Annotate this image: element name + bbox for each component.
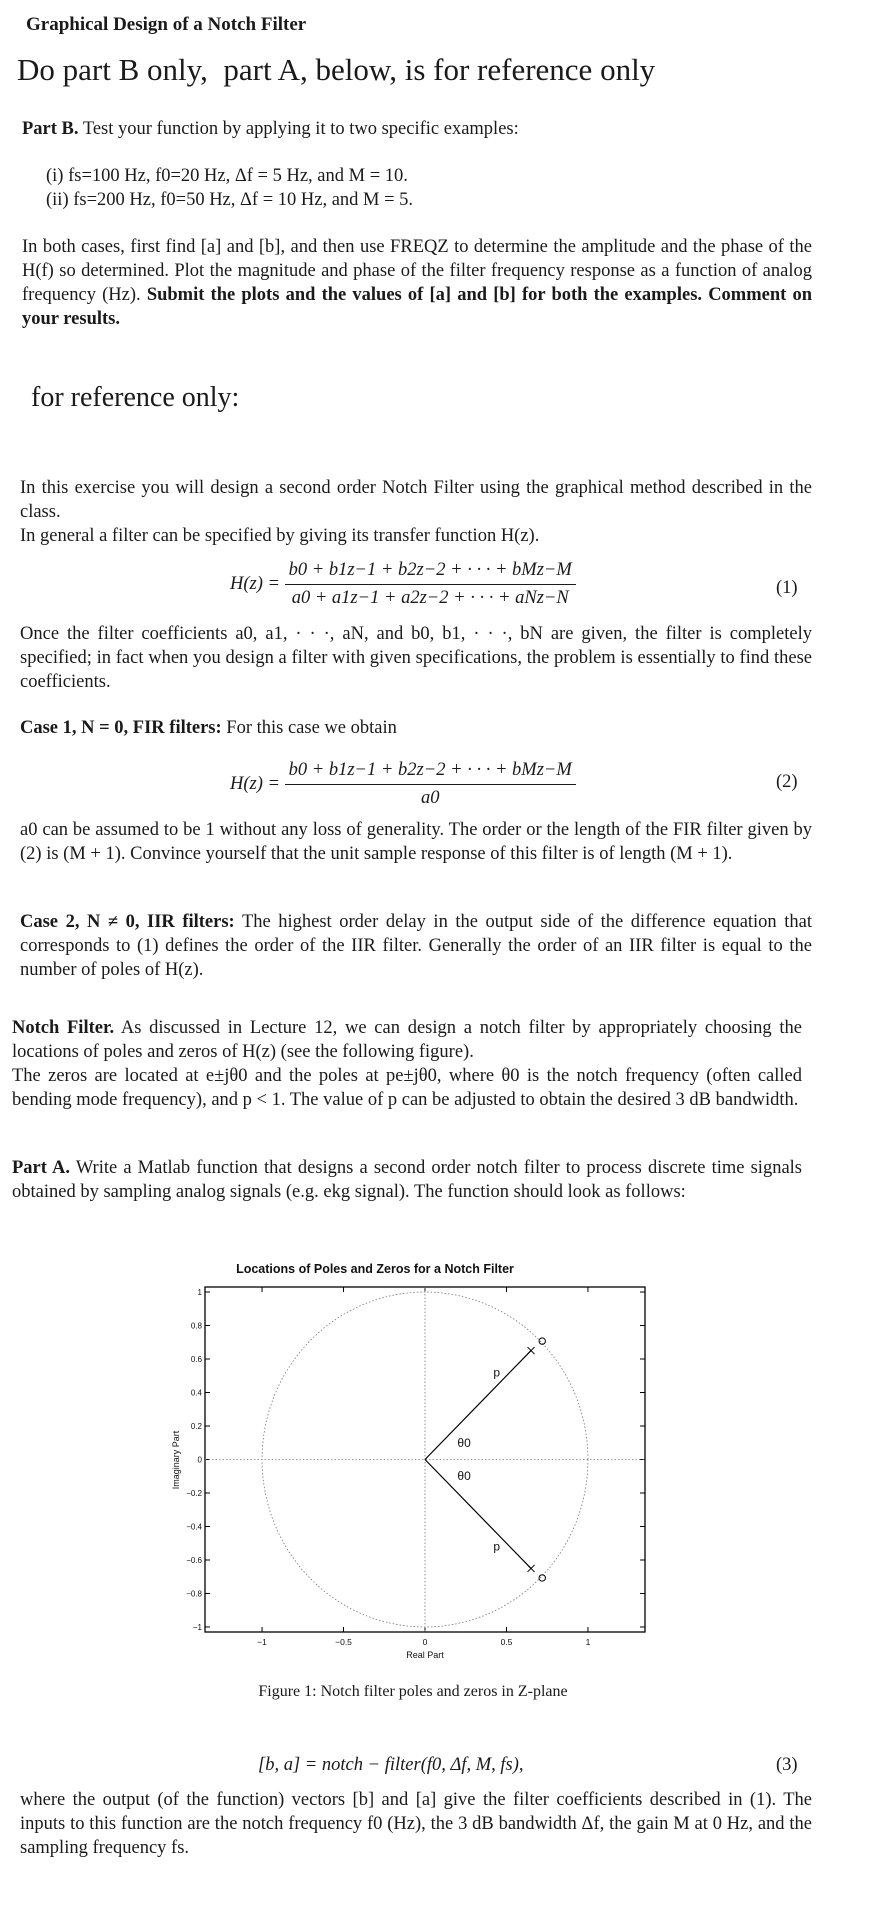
case-1: Case 1, N = 0, FIR filters: For this case we obtain bbox=[20, 718, 397, 738]
fir-paragraph: a0 can be assumed to be 1 without any loss of generality. The order or the length of the FIR filter given by (2) is (M + 1). Convince yourself that the unit sample response of this filter is of length (M + 1). bbox=[20, 820, 812, 864]
x-tick-label: −1 bbox=[257, 1637, 267, 1647]
y-axis-label: Imaginary Part bbox=[171, 1430, 181, 1490]
part-b-paragraph: In both cases, first find [a] and [b], and then use FREQZ to determine the amplitude and the phase of the H(f) so determined. Plot the magnitude and phase of the filter frequency response as a function of analog frequency (Hz). Submit the plots and the values of [a] and [b] for both the examples. Comment on your results. bbox=[22, 237, 812, 329]
y-tick-label: 0 bbox=[197, 1455, 202, 1465]
y-tick-label: −0.2 bbox=[186, 1488, 202, 1498]
reference-heading: for reference only: bbox=[31, 382, 240, 413]
x-tick-label: 1 bbox=[585, 1637, 591, 1647]
equation-2-lhs: H(z) = bbox=[230, 774, 280, 794]
part-b-intro-text: Test your function by applying it to two specific examples: bbox=[82, 119, 519, 139]
equation-2 bbox=[230, 760, 576, 809]
example-2-text: fs=200 Hz, f0=50 Hz, Δf = 10 Hz, and M = 5. bbox=[73, 190, 414, 210]
figure-title: Locations of Poles and Zeros for a Notch Filter bbox=[236, 1262, 514, 1276]
y-tick-label: −0.4 bbox=[186, 1522, 202, 1532]
part-b-label: Part B. bbox=[22, 119, 79, 139]
instruction-heading: Do part B only, part A, below, is for reference only bbox=[17, 52, 656, 87]
angle-label-upper: θ0 bbox=[457, 1435, 471, 1450]
x-tick-label: −0.5 bbox=[335, 1637, 352, 1647]
x-tick-label: 0 bbox=[422, 1637, 428, 1647]
example-2: (ii) fs=200 Hz, f0=50 Hz, Δf = 10 Hz, and M = 5. bbox=[46, 190, 414, 210]
pole-label-lower: p bbox=[493, 1539, 501, 1554]
y-tick-label: 0.4 bbox=[190, 1388, 202, 1398]
x-tick-label: 0.5 bbox=[500, 1637, 513, 1647]
case-1-label: Case 1, N = 0, FIR filters: bbox=[20, 718, 222, 738]
equation-1-denominator: a0 + a1z−1 + a2z−2 + · · · + aNz−N bbox=[291, 588, 569, 608]
equation-3: [b, a] = notch − filter(f0, Δf, M, fs), bbox=[258, 1755, 524, 1775]
y-tick-label: 1 bbox=[197, 1288, 202, 1298]
part-a-paragraph: Part A. Write a Matlab function that designs a second order notch filter to process discrete time signals obtained by sampling analog signals (e.g. ekg signal). The function should look as follows: bbox=[12, 1158, 802, 1202]
equation-2-number: (2) bbox=[776, 772, 798, 792]
equation-1-number: (1) bbox=[776, 578, 798, 598]
equation-3-number: (3) bbox=[776, 1755, 798, 1775]
part-b-intro bbox=[22, 117, 812, 141]
pole-zero-figure bbox=[160, 1250, 660, 1670]
part-b-submit-note: Submit the plots and the values of [a] and [b] for both the examples. Comment on your results. bbox=[22, 285, 812, 329]
figure-caption: Figure 1: Notch filter poles and zeros in Z-plane bbox=[258, 1683, 568, 1700]
document-title: Graphical Design of a Notch Filter bbox=[26, 14, 307, 35]
y-tick-label: 0.8 bbox=[190, 1321, 202, 1331]
y-tick-label: −0.6 bbox=[186, 1555, 202, 1565]
y-tick-label: −1 bbox=[192, 1622, 202, 1632]
notch-paragraph: Notch Filter. As discussed in Lecture 12, we can design a notch filter by appropriately choosing the locations of poles and zeros of H(z) (see the following figure). The zeros are located at e±jθ0 and the poles at pe±jθ0, where θ0 is the notch frequency (often called bending mode frequency), and p < 1. The value of p can be adjusted to obtain the desired 3 dB bandwidth. bbox=[12, 1018, 802, 1110]
zero-marker-lower bbox=[539, 1575, 545, 1581]
function-inputs-paragraph: where the output (of the function) vectors [b] and [a] give the filter coefficients described in (1). The inputs to this function are the notch frequency f0 (Hz), the 3 dB bandwidth Δf, the gain M at 0 Hz, and the sampling frequency fs. bbox=[20, 1790, 812, 1858]
pole-label-upper: p bbox=[493, 1365, 501, 1380]
example-1-text: fs=100 Hz, f0=20 Hz, Δf = 5 Hz, and M = 10. bbox=[68, 166, 408, 186]
part-a-label: Part A. bbox=[12, 1158, 71, 1178]
equation-1 bbox=[230, 560, 576, 609]
x-axis-label: Real Part bbox=[406, 1650, 444, 1660]
angle-label-lower: θ0 bbox=[457, 1469, 471, 1484]
coefficients-paragraph: Once the filter coefficients a0, a1, · · ·, aN, and b0, b1, · · ·, bN are given, the filter is completely specified; in fact when you design a filter with given specifications, the problem is essentially to find these coefficients. bbox=[20, 624, 812, 692]
equation-2-numerator: b0 + b1z−1 + b2z−2 + · · · + bMz−M bbox=[285, 760, 576, 785]
equation-1-lhs: H(z) = bbox=[230, 574, 280, 594]
case-2-label: Case 2, N ≠ 0, IIR filters: bbox=[20, 912, 235, 932]
y-tick-label: 0.6 bbox=[190, 1355, 202, 1365]
equation-2-denominator: a0 bbox=[420, 788, 440, 808]
notch-label: Notch Filter. bbox=[12, 1018, 115, 1038]
y-tick-label: 0.2 bbox=[190, 1422, 202, 1432]
radius-line-upper bbox=[425, 1351, 531, 1460]
intro-paragraph: In this exercise you will design a second order Notch Filter using the graphical method described in the class. In general a filter can be specified by giving its transfer function H(z). bbox=[20, 478, 812, 546]
radius-line-lower bbox=[425, 1460, 531, 1569]
y-tick-label: −0.8 bbox=[186, 1589, 202, 1599]
case-2: Case 2, N ≠ 0, IIR filters: The highest order delay in the output side of the difference equation that corresponds to (1) defines the order of the IIR filter. Generally the order of an IIR filter is equal to the number of poles of H(z). bbox=[20, 912, 812, 980]
example-1: (i) fs=100 Hz, f0=20 Hz, Δf = 5 Hz, and M = 10. bbox=[46, 166, 408, 186]
equation-1-numerator: b0 + b1z−1 + b2z−2 + · · · + bMz−M bbox=[285, 560, 576, 585]
